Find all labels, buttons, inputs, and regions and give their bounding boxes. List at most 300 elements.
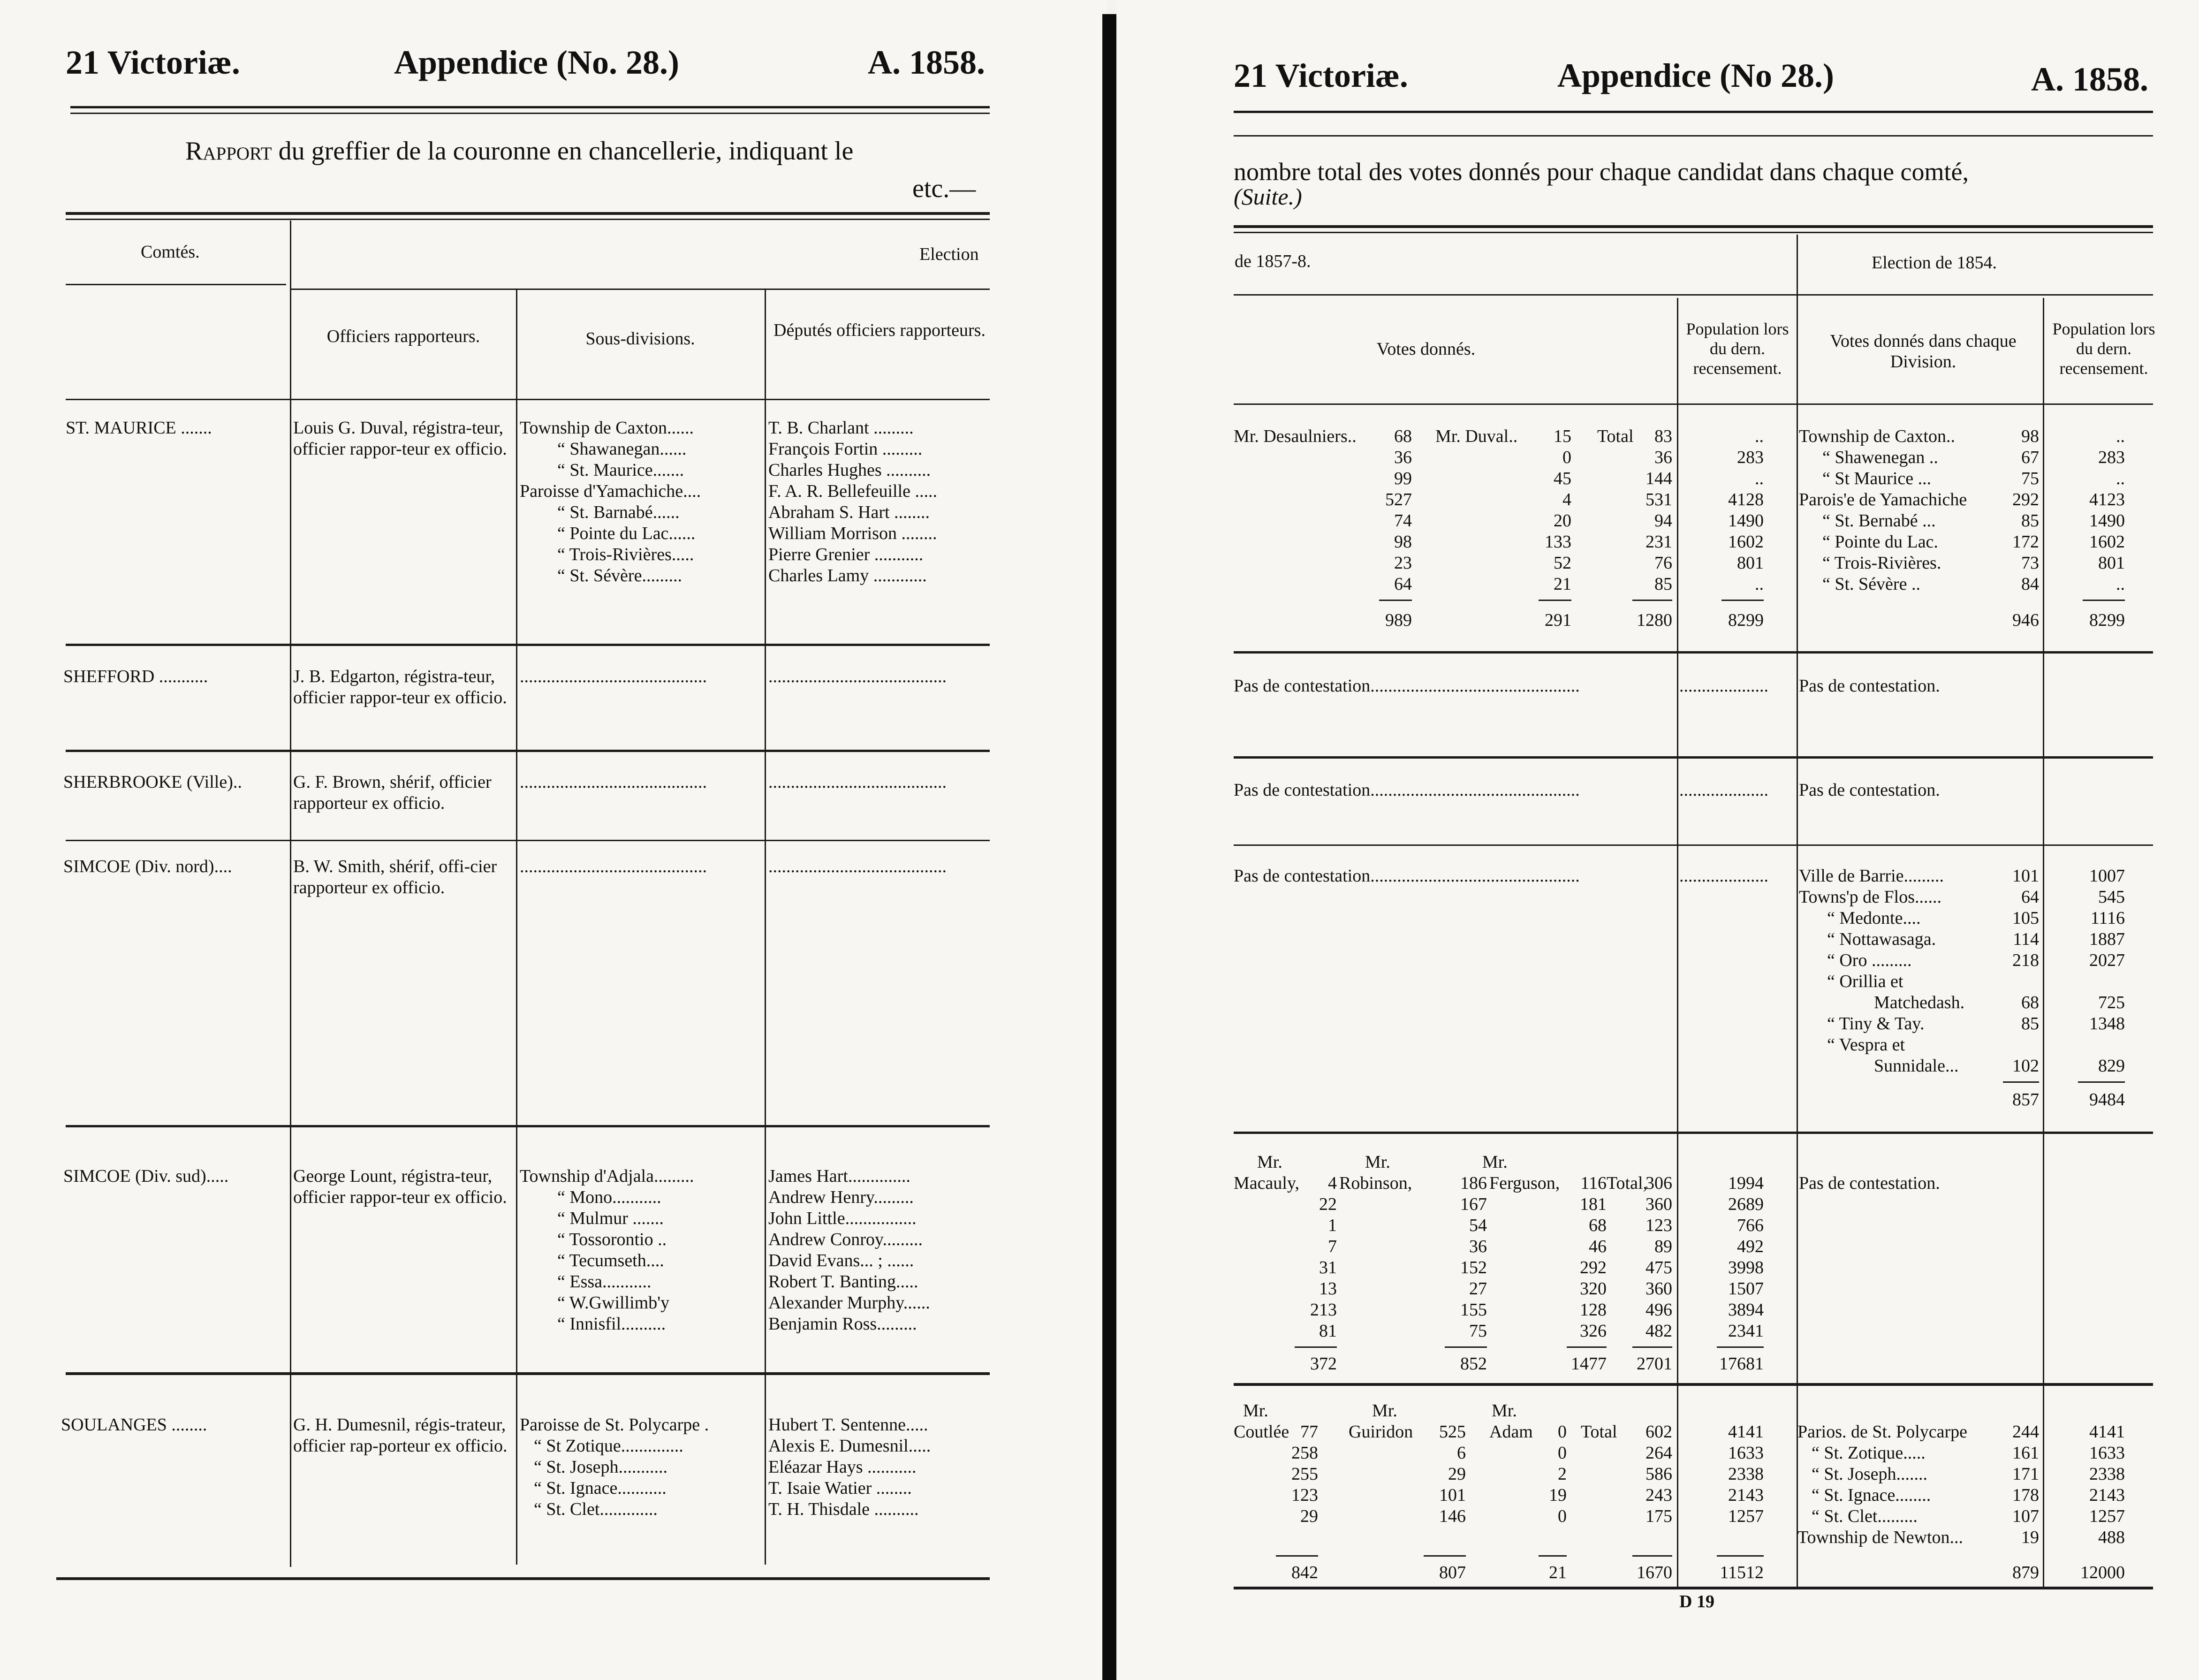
num: 496	[1645, 1300, 1672, 1320]
list-item: Benjamin Ross.........	[768, 1314, 917, 1334]
label-robinson: Robinson,	[1339, 1173, 1412, 1193]
list-item: T. Isaie Watier ........	[768, 1478, 912, 1498]
soulanges-div-votes	[2005, 1422, 2039, 1548]
table-top-rule	[66, 212, 990, 215]
vrule	[2043, 298, 2044, 1588]
num: 45	[1554, 469, 1571, 488]
table-bottom-rule	[56, 1577, 990, 1580]
col-election-1854: Election de 1854.	[1872, 253, 1997, 273]
sum-rule	[1717, 1555, 1764, 1557]
list-item: Andrew Conroy.........	[768, 1230, 923, 1249]
label-adam: Adam	[1489, 1422, 1533, 1442]
num: 1633	[1728, 1443, 1764, 1463]
num: 19	[1549, 1485, 1567, 1505]
dots: ..........................................	[520, 667, 707, 686]
block-rule	[66, 644, 990, 646]
list-item: “ Essa...........	[557, 1272, 652, 1292]
dots: ....................	[1679, 676, 1768, 696]
num: ..	[2116, 426, 2125, 446]
col-votes-division: Votes donnés dans chaque Division.	[1830, 331, 2017, 372]
num: 81	[1319, 1321, 1337, 1341]
rule	[66, 399, 990, 400]
simcoe-sud-c3	[1567, 1173, 1607, 1342]
sum-rule	[1424, 1555, 1466, 1557]
num: 244	[2012, 1422, 2039, 1442]
list-item: T. B. Charlant .........	[768, 418, 914, 438]
list-item: Parios. de St. Polycarpe	[1797, 1422, 1968, 1442]
rule	[1234, 403, 2153, 405]
list-item: Charles Lamy ............	[768, 566, 927, 585]
num: 13	[1319, 1279, 1337, 1299]
num: 283	[1737, 448, 1764, 467]
num: 492	[1737, 1237, 1764, 1256]
text: Pas de contestation	[1234, 866, 1371, 886]
num: 52	[1554, 553, 1571, 573]
list-item: Alexander Murphy......	[768, 1293, 930, 1313]
list-item: “ St. Ignace...........	[534, 1478, 667, 1498]
num: 255	[1291, 1464, 1318, 1484]
num: 75	[1469, 1321, 1487, 1341]
num: 64	[1394, 574, 1412, 594]
soulanges-sum-pop: 11512	[1720, 1563, 1764, 1582]
list-item: Ville de Barrie.........	[1799, 866, 1944, 886]
num: 101	[2012, 866, 2039, 886]
num: 133	[1545, 532, 1571, 552]
simcoe-nord-votes	[2005, 866, 2039, 1077]
num: 586	[1645, 1464, 1672, 1484]
list-item: Paroisse d'Yamachiche....	[520, 481, 701, 501]
num: 102	[2012, 1056, 2039, 1076]
num	[2005, 1034, 2039, 1056]
officer-simcoe-sud: George Lount, régistra-teur, officier rappor-teur ex officio.	[293, 1166, 507, 1207]
num: 7	[1328, 1237, 1337, 1256]
label-guiridon: Guiridon	[1349, 1422, 1413, 1442]
num: 68	[2021, 993, 2039, 1012]
num: 155	[1460, 1300, 1487, 1320]
list-item: “ St Zotique..............	[534, 1436, 683, 1456]
block-rule	[1234, 651, 2153, 654]
vrule	[1677, 298, 1678, 1588]
num: 218	[2012, 950, 2039, 970]
num: 22	[1319, 1194, 1337, 1214]
num: 1348	[2089, 1014, 2125, 1034]
list-item: “ St. Clet.............	[534, 1499, 658, 1519]
mr-label: Mr.	[1365, 1152, 1390, 1172]
num: ..	[2116, 469, 2125, 488]
title-etc: etc.—	[912, 174, 976, 203]
st-maurice-duval-label: Mr. Duval..	[1435, 426, 1518, 446]
num: 21	[1554, 574, 1571, 594]
list-item: “ Mulmur .......	[557, 1209, 664, 1228]
num: 1257	[1728, 1506, 1764, 1526]
soulanges-sum-c3: 21	[1549, 1563, 1567, 1582]
rule	[1234, 294, 2153, 296]
list-item: Abraham S. Hart ........	[768, 502, 930, 522]
num: 1490	[1728, 511, 1764, 531]
dots: ....................	[1679, 866, 1768, 886]
st-maurice-sum-total: 1280	[1637, 610, 1672, 630]
num: 2338	[2089, 1464, 2125, 1484]
table-top-rule-thin	[1234, 232, 2153, 233]
st-maurice-div-votes	[2005, 426, 2039, 595]
list-item: “ Innisfil..........	[557, 1314, 666, 1334]
sum-rule	[1721, 600, 1764, 601]
shefford-1854: Pas de contestation.	[1799, 676, 1940, 696]
dots: ........................................	[768, 667, 947, 686]
num: 525	[1439, 1422, 1466, 1442]
list-item: Township de Caxton..	[1799, 426, 1955, 446]
shefford-pas-contestation: Pas de contestation...............................................	[1234, 676, 1580, 696]
sherbrooke-1854: Pas de contestation.	[1799, 780, 1940, 800]
num: 77	[1300, 1422, 1318, 1442]
st-maurice-c2	[1539, 426, 1571, 595]
list-item: Towns'p de Flos......	[1799, 887, 1941, 907]
block-rule	[66, 1372, 990, 1375]
num: 766	[1737, 1216, 1764, 1235]
num: 1633	[2089, 1443, 2125, 1463]
dots: ..........................................	[520, 857, 707, 876]
right-header-reign: 21 Victoriæ.	[1234, 57, 1408, 94]
officer-sherbrooke: G. F. Brown, shérif, officier rapporteur ex officio.	[293, 772, 492, 813]
st-maurice-pop	[1721, 426, 1764, 595]
dots: ........................................	[768, 857, 947, 876]
mr-label: Mr.	[1492, 1401, 1517, 1421]
soulanges-c2	[1428, 1422, 1466, 1527]
header-rule-thin	[1234, 135, 2153, 137]
num: 161	[2012, 1443, 2039, 1463]
left-title	[185, 136, 853, 166]
num: 545	[2098, 887, 2125, 907]
vrule	[290, 220, 291, 1567]
simcoe-sud-sum-c2: 852	[1460, 1354, 1487, 1374]
officer-simcoe-nord: B. W. Smith, shérif, offi-cier rapporteur ex officio.	[293, 857, 497, 897]
st-maurice-total	[1632, 426, 1672, 595]
block-rule	[1234, 844, 2153, 846]
num: 264	[1645, 1443, 1672, 1463]
num: 1257	[2089, 1506, 2125, 1526]
list-item: Sunnidale...	[1874, 1056, 1959, 1076]
label-total: Total,	[1607, 1173, 1648, 1193]
mr-label: Mr.	[1482, 1152, 1508, 1172]
sum-rule	[1632, 600, 1672, 601]
col-votes-donnes: Votes donnés.	[1376, 339, 1476, 359]
text: Pas de contestation	[1234, 676, 1371, 696]
num: 146	[1439, 1506, 1466, 1526]
list-item: “ Pointe du Lac......	[557, 524, 696, 543]
sherbrooke-pas-contestation: Pas de contestation...............................................	[1234, 780, 1580, 800]
st-maurice-sum-div: 946	[2012, 610, 2039, 630]
st-maurice-sum-c2: 291	[1545, 610, 1571, 630]
num: 4141	[1728, 1422, 1764, 1442]
dots: ....................	[1679, 780, 1768, 800]
num: 326	[1580, 1321, 1607, 1341]
list-item: “ St. Clet.........	[1812, 1506, 1918, 1526]
list-item: “ St. Maurice.......	[557, 460, 684, 480]
county-simcoe-nord: SIMCOE (Div. nord)....	[63, 857, 232, 876]
table-top-rule-thin	[66, 219, 990, 220]
num: 76	[1654, 553, 1672, 573]
list-item: Robert T. Banting.....	[768, 1272, 918, 1292]
list-item: “ St. Joseph.......	[1812, 1464, 1927, 1484]
st-maurice-sum-c1: 989	[1385, 610, 1412, 630]
num: 73	[2021, 553, 2039, 573]
mr-label: Mr.	[1372, 1401, 1397, 1421]
num: 306	[1645, 1173, 1672, 1193]
subdivisions-st-maurice	[520, 418, 764, 586]
sum-rule	[2083, 600, 2125, 601]
num: 3894	[1728, 1300, 1764, 1320]
officer-shefford: J. B. Edgarton, régistra-teur, officier rappor-teur ex officio.	[293, 667, 507, 707]
simcoe-sud-1854: Pas de contestation.	[1799, 1173, 1940, 1193]
num: 2689	[1728, 1194, 1764, 1214]
list-item: “ Trois-Rivières.....	[557, 545, 694, 564]
num: 2338	[1728, 1464, 1764, 1484]
list-item: Township d'Adjala.........	[520, 1166, 694, 1186]
list-item: “ St. Ignace........	[1812, 1485, 1931, 1505]
num: 475	[1645, 1258, 1672, 1277]
num: 292	[1580, 1258, 1607, 1277]
num: 27	[1469, 1279, 1487, 1299]
simcoe-sud-sum-c3: 1477	[1571, 1354, 1607, 1374]
num: 213	[1310, 1300, 1337, 1320]
num: 4123	[2089, 490, 2125, 509]
deputies-soulanges	[768, 1414, 989, 1520]
num: 2143	[2089, 1485, 2125, 1505]
num: 320	[1580, 1279, 1607, 1299]
simcoe-sud-sum-total: 2701	[1637, 1354, 1672, 1374]
list-item: “ Oro .........	[1827, 950, 1912, 970]
num: 178	[2012, 1485, 2039, 1505]
soulanges-sum-c1: 842	[1291, 1563, 1318, 1582]
num: 0	[1558, 1443, 1567, 1463]
num: 6	[1457, 1443, 1466, 1463]
dots: ..........................................	[520, 772, 707, 792]
right-header-appendix: Appendice (No 28.)	[1557, 57, 1834, 94]
num: 2027	[2089, 950, 2125, 970]
st-maurice-pop2	[2083, 426, 2125, 595]
num: 231	[1645, 532, 1672, 552]
list-item: “ Shawanegan......	[557, 439, 687, 459]
num: 105	[2012, 908, 2039, 928]
label-macauly: Macauly,	[1234, 1173, 1299, 1193]
header-rule-thin	[70, 113, 990, 114]
num: 83	[1654, 426, 1672, 446]
block-rule	[1234, 1132, 2153, 1134]
sum-rule	[2003, 1081, 2039, 1083]
list-item: Pierre Grenier ...........	[768, 545, 924, 564]
right-title: nombre total des votes donnés pour chaque candidat dans chaque comté,	[1234, 158, 1969, 186]
list-item: Parois'e de Yamachiche	[1799, 490, 1967, 509]
simcoe-sud-total	[1632, 1173, 1672, 1342]
soulanges-c3	[1539, 1422, 1567, 1527]
num: 829	[2098, 1056, 2125, 1076]
sum-rule	[1379, 600, 1412, 601]
title-rest: du greffier de la couronne en chancellerie, indiquant le	[278, 137, 854, 166]
st-maurice-sum-pop2: 8299	[2089, 610, 2125, 630]
num: 1994	[1728, 1173, 1764, 1193]
sum-rule	[2078, 1081, 2125, 1083]
num: 1116	[2090, 908, 2125, 928]
num	[2083, 1034, 2125, 1056]
soulanges-sum-total: 1670	[1637, 1563, 1672, 1582]
simcoe-nord-sum-votes: 857	[2012, 1090, 2039, 1110]
num: 68	[1589, 1216, 1607, 1235]
sum-rule	[1632, 1346, 1672, 1348]
county-soulanges: SOULANGES ........	[61, 1415, 207, 1435]
list-item: T. H. Thisdale ..........	[768, 1499, 919, 1519]
list-item: “ Pointe du Lac.	[1822, 532, 1938, 552]
num: 84	[2021, 574, 2039, 594]
num: 144	[1645, 469, 1672, 488]
num: 171	[2012, 1464, 2039, 1484]
sum-rule	[1276, 1555, 1318, 1557]
num	[2083, 971, 2125, 992]
num: 68	[1394, 426, 1412, 446]
soulanges-sum-div: 879	[2012, 1563, 2039, 1582]
deputies-st-maurice	[768, 418, 989, 586]
num: 175	[1645, 1506, 1672, 1526]
simcoe-sud-sum-pop: 17681	[1719, 1354, 1764, 1374]
num: 98	[1394, 532, 1412, 552]
list-item: “ St. Joseph...........	[534, 1457, 667, 1477]
simcoe-sud-c2	[1445, 1173, 1487, 1342]
list-item: “ St. Sévère.........	[557, 566, 682, 585]
num: 1	[1328, 1216, 1337, 1235]
num: 2	[1558, 1464, 1567, 1484]
st-maurice-sum-pop: 8299	[1728, 610, 1764, 630]
num: 360	[1645, 1279, 1672, 1299]
list-item: John Little................	[768, 1209, 917, 1228]
num: 3998	[1728, 1258, 1764, 1277]
sum-rule	[1632, 1555, 1672, 1557]
list-item: William Morrison ........	[768, 524, 937, 543]
num	[2005, 971, 2039, 992]
subdivisions-soulanges	[520, 1414, 764, 1520]
num: ..	[1755, 426, 1764, 446]
num: 167	[1460, 1194, 1487, 1214]
num: 123	[1291, 1485, 1318, 1505]
right-page	[1116, 0, 2199, 1680]
sum-rule	[1567, 1346, 1607, 1348]
num: 107	[2012, 1506, 2039, 1526]
num: 98	[2021, 426, 2039, 446]
list-item: F. A. R. Bellefeuille .....	[768, 481, 938, 501]
num: 101	[1439, 1485, 1466, 1505]
num: 2143	[1728, 1485, 1764, 1505]
list-item: “ Orillia et	[1827, 972, 1903, 991]
list-item: “ Shawenegan ..	[1822, 448, 1938, 467]
num: 801	[2098, 553, 2125, 573]
county-simcoe-sud: SIMCOE (Div. sud).....	[63, 1166, 229, 1186]
num: 1887	[2089, 929, 2125, 949]
num: 4141	[2089, 1422, 2125, 1442]
officer-soulanges: G. H. Dumesnil, régis-trateur, officier rap-porteur ex officio.	[293, 1415, 508, 1456]
num: 181	[1580, 1194, 1607, 1214]
num: 1602	[2089, 532, 2125, 552]
num: 482	[1645, 1321, 1672, 1341]
num: 360	[1645, 1194, 1672, 1214]
num: 67	[2021, 448, 2039, 467]
header-rule	[70, 106, 990, 108]
simcoe-nord-pas-contestation: Pas de contestation...............................................	[1234, 866, 1580, 886]
block-rule	[66, 840, 990, 841]
st-maurice-desaulniers-label: Mr. Desaulniers..	[1234, 426, 1357, 446]
book-spine	[1102, 14, 1117, 1680]
num: 531	[1645, 490, 1672, 509]
num: 602	[1645, 1422, 1672, 1442]
title-rapport: Rapport	[185, 137, 272, 166]
num: 292	[2012, 490, 2039, 509]
list-item: “ Medonte....	[1827, 908, 1921, 928]
col-comtes: Comtés.	[141, 242, 200, 262]
num: 15	[1554, 426, 1571, 446]
county-st-maurice: ST. MAURICE .......	[66, 418, 212, 438]
simcoe-sud-sum-c1: 372	[1310, 1354, 1337, 1374]
col-officiers: Officiers rapporteurs.	[326, 327, 480, 346]
label-ferguson: Ferguson,	[1489, 1173, 1560, 1193]
num: 243	[1645, 1485, 1672, 1505]
num: 283	[2098, 448, 2125, 467]
list-item: “ Vespra et	[1827, 1035, 1905, 1055]
county-shefford: SHEFFORD ...........	[63, 667, 208, 686]
num: 725	[2098, 993, 2125, 1012]
list-item: “ St. Bernabé ...	[1822, 511, 1936, 531]
left-header-year: A. 1858.	[868, 44, 985, 81]
list-item: “ St. Zotique.....	[1812, 1443, 1926, 1463]
st-maurice-c1	[1379, 426, 1412, 595]
num: ..	[2116, 574, 2125, 594]
label-coutlee: Coutlée	[1234, 1422, 1289, 1442]
num: 54	[1469, 1216, 1487, 1235]
num: 123	[1645, 1216, 1672, 1235]
list-item: Township de Newton...	[1797, 1528, 1964, 1547]
num: 128	[1580, 1300, 1607, 1320]
deputies-simcoe-sud	[768, 1166, 989, 1335]
num: 19	[2021, 1528, 2039, 1547]
num: 94	[1654, 511, 1672, 531]
num: 36	[1654, 448, 1672, 467]
table-top-rule	[1234, 225, 2153, 228]
simcoe-nord-div-names	[1799, 866, 2005, 1077]
list-item: Eléazar Hays ...........	[768, 1457, 917, 1477]
sum-rule	[1295, 1346, 1337, 1348]
num: 23	[1394, 553, 1412, 573]
num: 258	[1291, 1443, 1318, 1463]
block-rule	[1234, 1383, 2153, 1386]
list-item: “ Tossorontio ..	[557, 1230, 667, 1249]
col-de-1857: de 1857-8.	[1235, 251, 1311, 271]
list-item: Hubert T. Sentenne.....	[768, 1415, 928, 1435]
num: 172	[2012, 532, 2039, 552]
list-item: “ W.Gwillimb'y	[557, 1293, 670, 1313]
left-header-reign: 21 Victoriæ.	[66, 44, 240, 81]
num: 4128	[1728, 490, 1764, 509]
num: 152	[1460, 1258, 1487, 1277]
num: 46	[1589, 1237, 1607, 1256]
num: 29	[1300, 1506, 1318, 1526]
table-bottom-rule	[1234, 1587, 2153, 1589]
right-header-year: A. 1858.	[2031, 61, 2148, 98]
num: 99	[1394, 469, 1412, 488]
num: 488	[2098, 1528, 2125, 1547]
num: 4	[1328, 1173, 1337, 1193]
simcoe-sud-pop	[1717, 1173, 1764, 1342]
sum-rule	[1539, 1555, 1567, 1557]
num: 114	[2013, 929, 2039, 949]
num: 0	[1558, 1422, 1567, 1442]
num: 0	[1558, 1506, 1567, 1526]
list-item: Andrew Henry.........	[768, 1187, 914, 1207]
